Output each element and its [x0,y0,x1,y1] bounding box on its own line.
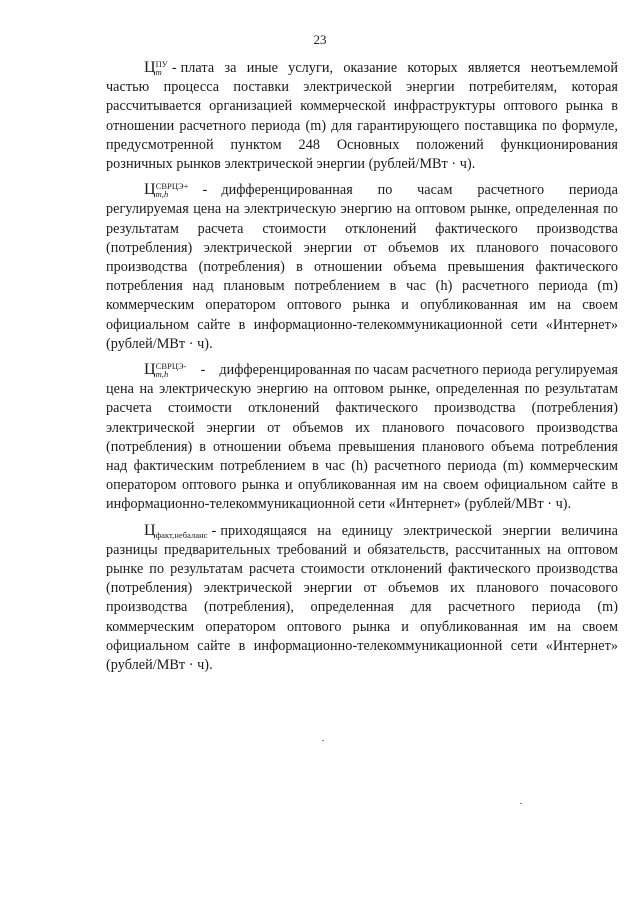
definition-paragraph: Ц СВРЦЭ+ m,h - дифференцированная по часам расчетного периода регулируемая цена на электрическую энергию на оптовом рынке, определенная по результатам расчета стоимости отклонений фактического производства (потребления) электрической энергии от объемов их планового почасового производства (потребления) в отношении объема превышения фактического потребления над плановым потреблением в час (h) расчетного периода (m) коммерческим оператором оптового рынка и опубликованная им на своем официальном сайте в информационно-телекоммуникационной сети «Интернет» (рублей/МВт · ч). [106,181,618,352]
definition-paragraph: Ц СВРЦЭ- m,h - дифференцированная по часам расчетного периода регулируемая цена на электрическую энергию на оптовом рынке, определенная по результатам расчета стоимости отклонений фактического производства (потребления) электрической энергии от объемов их планового почасового производства (потребления) в отношении объема превышения планового объема потребления над фактическим потреблением в час (h) расчетного периода (m) коммерческим оператором оптового рынка и опубликованная им на своем официальном сайте в информационно-телекоммуникационной сети «Интернет» (рублей/МВт · ч). [106,361,618,513]
document-body [106,58,618,681]
definition-paragraph: Ц факт,небаланс - приходящаяся на единицу электрической энергии величина разницы предварительных требований и обязательств, рассчитанных на оптовом рынке по результатам расчета стоимости отклонений фактического производства (потребления) электрической энергии от объемов их планового почасового производства (потребления), определенная для расчетного периода (m) коммерческим оператором оптового рынка и опубликованная им на своем официальном сайте в информационно-телекоммуникационной сети «Интернет» (рублей/МВт · ч). [106,521,618,674]
definition-text: приходящаяся на единицу электрической энергии величина разницы предварительных требований и обязательств, рассчитанных на оптовом рынке по результатам расчета стоимости отклонений фактического производства (потребления) электрической энергии от объемов их планового почасового производства (потребления), определенная для расчетного периода (m) коммерческим оператором оптового рынка и опубликованная им на своем официальном сайте в информационно-телекоммуникационной сети «Интернет» (рублей/МВт · ч). [106,522,618,674]
price-symbol: Ц СВРЦЭ- m,h [144,361,187,380]
definition-paragraph: Ц ПУ m - плата за иные услуги, оказание которых является неотъемлемой частью процесса поставки электрической энергии потребителям, которая рассчитывается организацией коммерческой инфраструктуры оптового рынка в отношении расчетного периода (m) для гарантирующего поставщика по формуле, предусмотренной пунктом 248 Основных положений функционирования розничных рынков электрической энергии (рублей/МВт · ч). [106,59,618,173]
scan-speck [520,803,522,804]
definition-text: дифференцированная по часам расчетного периода регулируемая цена на электрическую энергию на оптовом рынке, определенная по результатам расчета стоимости отклонений фактического производства (потребления) электрической энергии от объемов их планового почасового производства (потребления) в отношении объема превышения планового объема потребления над фактическим потреблением в час (h) расчетного периода (m) коммерческим оператором оптового рынка и опубликованная им на своем официальном сайте в информационно-телекоммуникационной сети «Интернет» (рублей/МВт · ч). [106,362,618,513]
price-symbol: Ц СВРЦЭ+ m,h [144,181,189,200]
price-symbol: Ц ПУ m [144,59,168,77]
scan-speck [322,740,324,741]
definition-text: плата за иные услуги, оказание которых является неотъемлемой частью процесса поставки электрической энергии потребителям, которая рассчитывается организацией коммерческой инфраструктуры оптового рынка в отношении расчетного периода (m) для гарантирующего поставщика по формуле, предусмотренной пунктом 248 Основных положений функционирования розничных рынков электрической энергии (рублей/МВт · ч). [106,60,618,173]
price-symbol: Ц факт,небаланс [144,521,208,540]
page-number: 23 [313,32,327,47]
definition-text: дифференцированная по часам расчетного периода регулируемая цена на электрическую энергию на оптовом рынке, определенная по результатам расчета стоимости отклонений фактического производства (потребления) электрической энергии от объемов их планового почасового производства (потребления) в отношении объема превышения фактического потребления над плановым потреблением в час (h) расчетного периода (m) коммерческим оператором оптового рынка и опубликованная им на своем официальном сайте в информационно-телекоммуникационной сети «Интернет» (рублей/МВт · ч). [106,182,618,352]
